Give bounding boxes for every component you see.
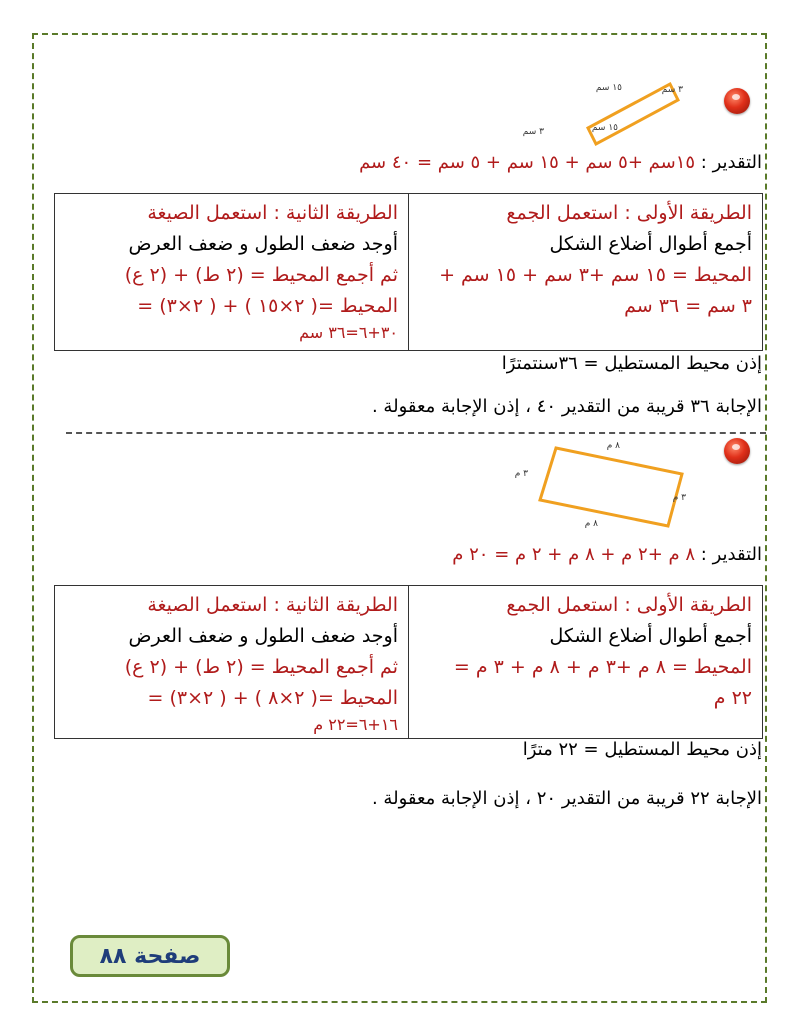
estimate-label: التقدير : [700,152,762,173]
method2-line3: المحيط =( ٢×١٥ ) + ( ٢×٣) = [137,295,398,317]
method1-line1: أجمع أطوال أضلاع الشكل [549,233,752,255]
estimate-line-2 [452,543,762,567]
method2-title: الطريقة الثانية : استعمل الصيغة [147,594,398,616]
reasonableness-check-1: الإجابة ٣٦ قريبة من التقدير ٤٠ ، إذن الإجابة معقولة . [371,396,762,417]
method1-line2: المحيط = ١٥ سم +٣ سم + ١٥ سم + [439,264,752,286]
item-bullet-1 [724,88,750,114]
fig2-bottom-label: ٨ م [584,519,598,529]
estimate-value: ٨ م +٢ م + ٨ م + ٢ م = ٢٠ م [452,544,696,565]
methods-table-1 [54,193,763,351]
methods-table-2 [54,585,763,739]
fig2-top-label: ٨ م [606,441,620,451]
estimate-label: التقدير : [700,544,762,565]
conclusion-2: إذن محيط المستطيل = ٢٢ مترًا [522,739,762,760]
item-bullet-2 [724,438,750,464]
method2-line2: ثم أجمع المحيط = (٢ ط) + (٢ ع) [124,264,398,286]
method1-line3: ٣ سم = ٣٦ سم [624,295,752,317]
fig2-right-label: ٣ م [672,493,686,503]
rectangle-figure-2 [514,430,720,530]
fig1-left-label: ٣ سم [522,127,544,137]
method1-title: الطريقة الأولى : استعمل الجمع [506,202,752,224]
method2-line1: أوجد ضعف الطول و ضعف العرض [128,233,398,255]
estimate-value: ١٥سم +٥ سم + ١٥ سم + ٥ سم = ٤٠ سم [359,152,696,173]
reasonableness-check-2: الإجابة ٢٢ قريبة من التقدير ٢٠ ، إذن الإجابة معقولة . [371,788,762,809]
method2-cell [55,194,409,350]
method2-line2: ثم أجمع المحيط = (٢ ط) + (٢ ع) [124,656,398,678]
rectangle-figure-1 [522,60,720,140]
method1-cell [409,586,762,738]
method2-line4: ٣٠+٦=٣٦ سم [299,323,398,342]
method1-line2: المحيط = ٨ م +٣ م + ٨ م + ٣ م = [453,656,752,678]
method2-line1: أوجد ضعف الطول و ضعف العرض [128,625,398,647]
method1-line3: ٢٢ م [713,687,752,709]
fig1-bottom-label: ١٥ سم [591,123,618,133]
method2-line4: ١٦+٦=٢٢ م [313,715,398,734]
method1-title: الطريقة الأولى : استعمل الجمع [506,594,752,616]
method2-line3: المحيط =( ٢×٨ ) + ( ٢×٣) = [147,687,398,709]
method2-cell [55,586,409,738]
conclusion-1: إذن محيط المستطيل = ٣٦سنتمترًا [501,353,762,374]
fig2-left-label: ٣ م [514,469,528,479]
method2-title: الطريقة الثانية : استعمل الصيغة [147,202,398,224]
page-number-badge: صفحة ٨٨ [70,935,230,977]
method1-cell [409,194,762,350]
fig1-right-label: ٣ سم [661,85,683,95]
fig1-top-label: ١٥ سم [595,83,622,93]
estimate-line-1 [359,151,762,175]
method1-line1: أجمع أطوال أضلاع الشكل [549,625,752,647]
